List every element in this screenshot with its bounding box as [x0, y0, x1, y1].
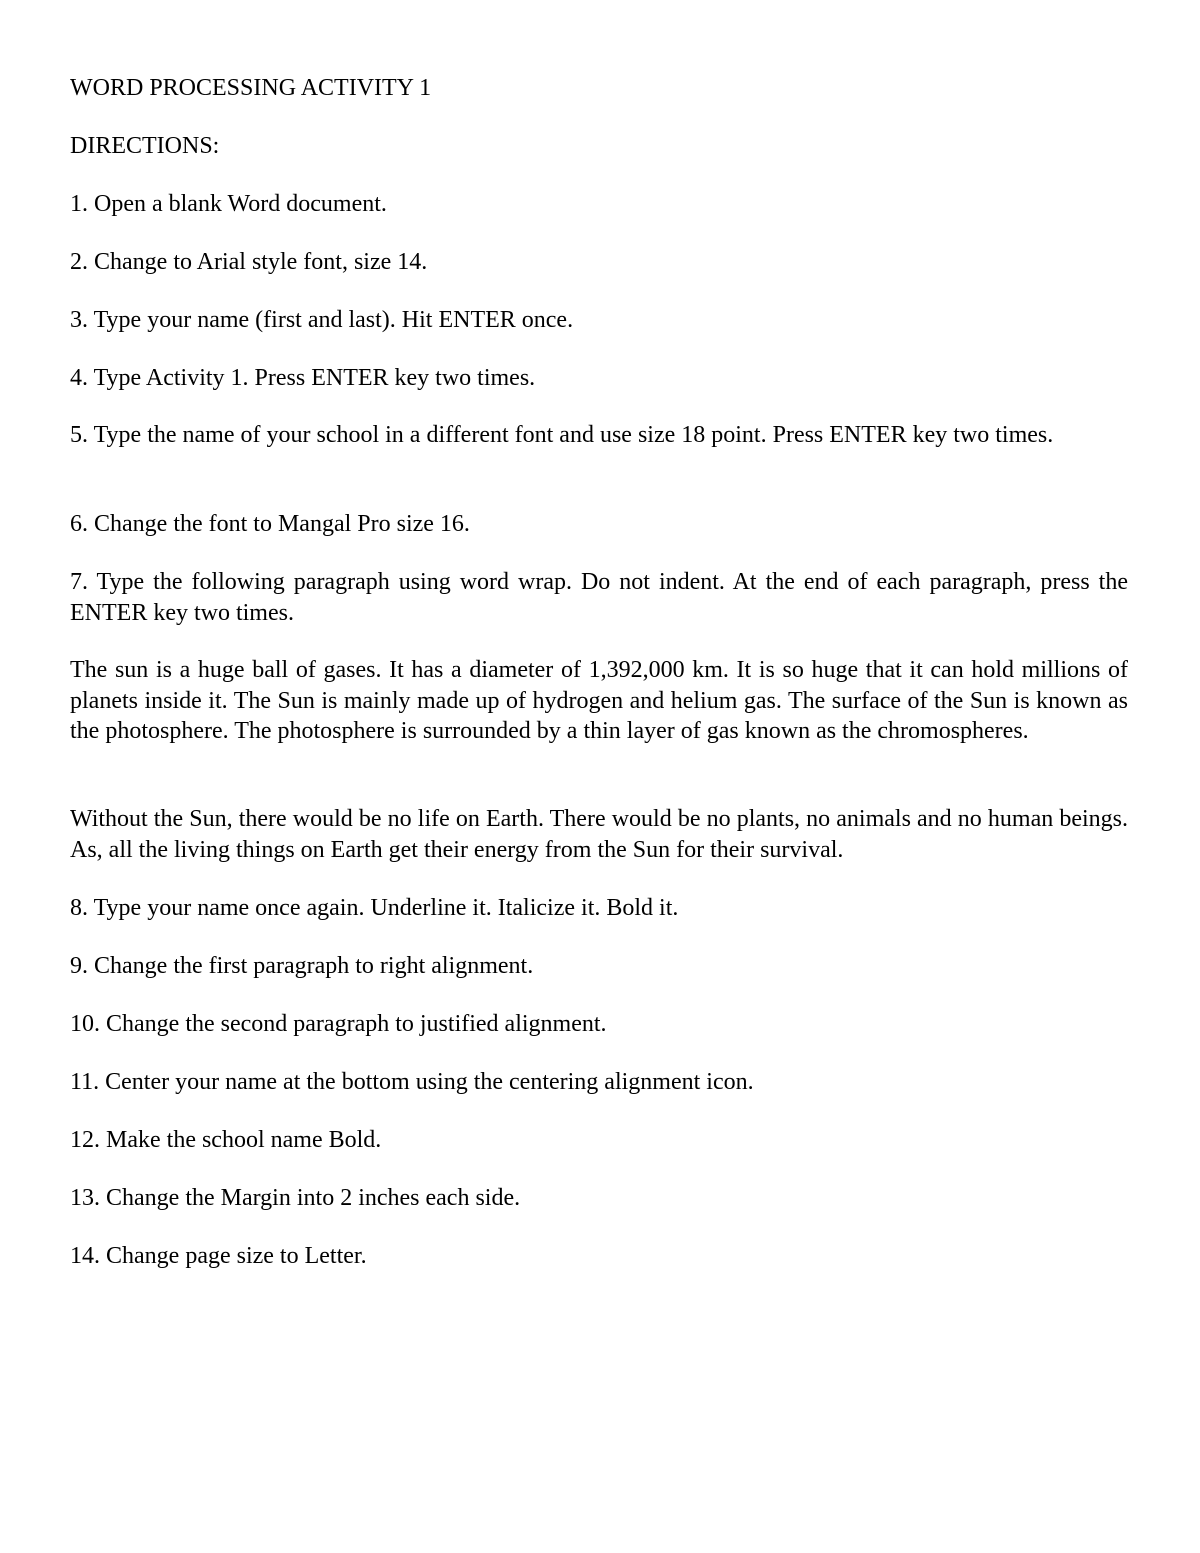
step-item: 11. Center your name at the bottom using the centering alignment icon.: [70, 1069, 754, 1095]
step-item: 6. Change the font to Mangal Pro size 16.: [70, 511, 470, 537]
step-item: 4. Type Activity 1. Press ENTER key two times.: [70, 365, 536, 391]
step-item: 13. Change the Margin into 2 inches each side.: [70, 1185, 521, 1211]
step-item: 14. Change page size to Letter.: [70, 1243, 367, 1269]
sample-paragraph: The sun is a huge ball of gases. It has a diameter of 1,392,000 km. It is so huge that it can hold millions of planets inside it. The Sun is mainly made up of hydrogen and helium gas. The surface of the Sun is known as the photosphere. The photosphere is surrounded by a thin layer of gas known as the chromospheres.: [70, 657, 1128, 744]
step-item: 3. Type your name (first and last). Hit ENTER once.: [70, 307, 574, 333]
directions-label: DIRECTIONS:: [70, 133, 220, 159]
document-title: WORD PROCESSING ACTIVITY 1: [70, 75, 432, 101]
step-item: 9. Change the first paragraph to right alignment.: [70, 953, 534, 979]
step-item: 5. Type the name of your school in a different font and use size 18 point. Press ENTER key two times.: [70, 422, 1054, 448]
step-item: 2. Change to Arial style font, size 14.: [70, 249, 428, 275]
step-item: 12. Make the school name Bold.: [70, 1127, 382, 1153]
step-item: 7. Type the following paragraph using word wrap. Do not indent. At the end of each paragraph, press the ENTER key two times.: [70, 569, 1128, 626]
sample-paragraph: Without the Sun, there would be no life on Earth. There would be no plants, no animals and no human beings. As, all the living things on Earth get their energy from the Sun for their survival.: [70, 806, 1128, 863]
step-item: 8. Type your name once again. Underline it. Italicize it. Bold it.: [70, 895, 679, 921]
step-item: 1. Open a blank Word document.: [70, 191, 387, 217]
step-item: 10. Change the second paragraph to justified alignment.: [70, 1011, 607, 1037]
